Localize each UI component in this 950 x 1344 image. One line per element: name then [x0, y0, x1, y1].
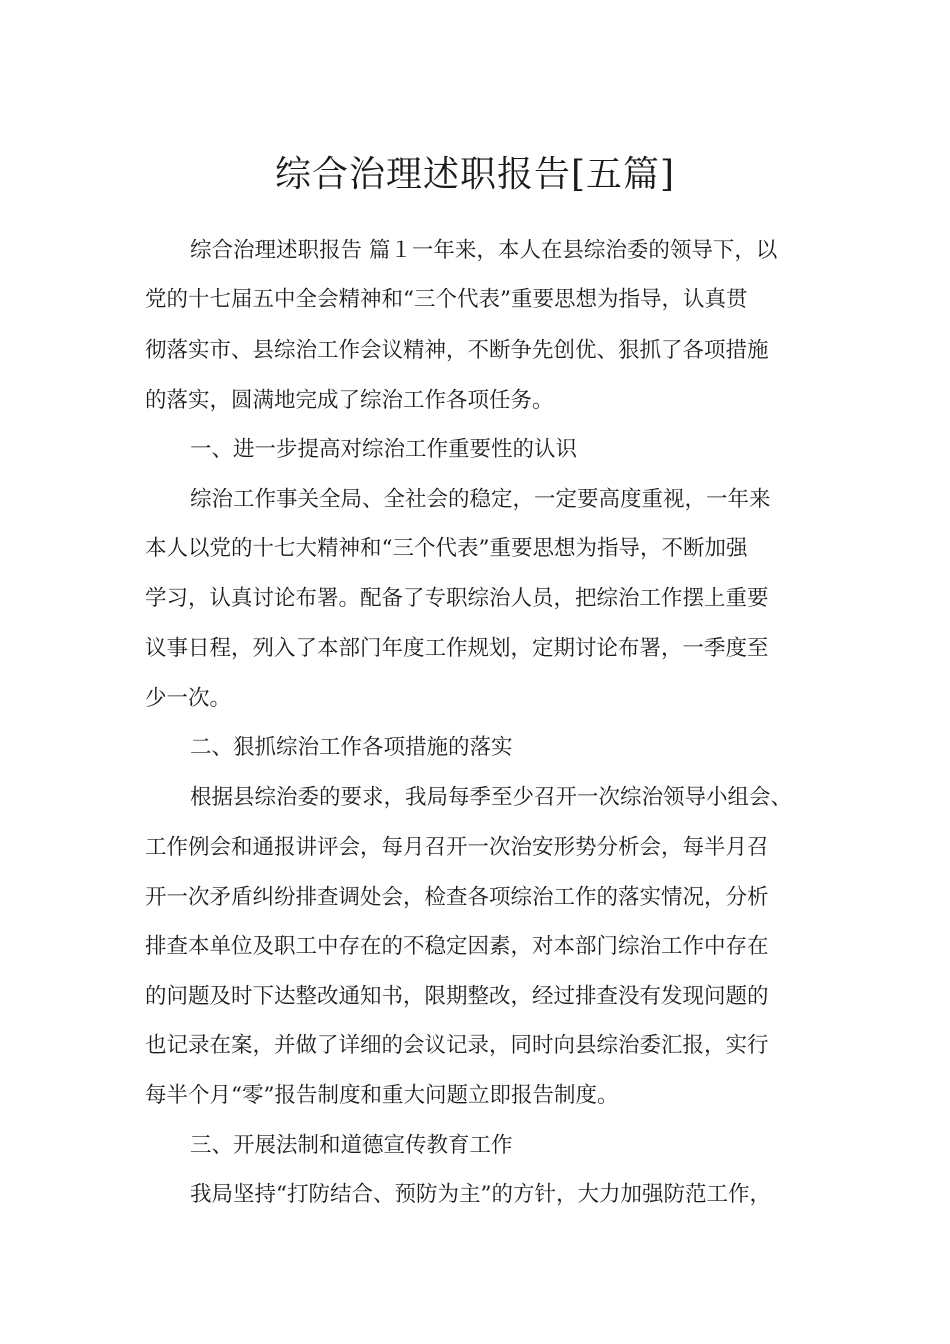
body-line: 党的十七届五中全会精神和“三个代表”重要思想为指导，认真贯 [145, 287, 748, 312]
body-line: 的问题及时下达整改通知书，限期整改，经过排查没有发现问题的 [145, 984, 769, 1009]
body-line: 少一次。 [145, 686, 232, 711]
body-line: 也记录在案，并做了详细的会议记录，同时向县综治委汇报，实行 [145, 1033, 769, 1058]
body-line: 议事日程，列入了本部门年度工作规划，定期讨论布署，一季度至 [145, 636, 769, 661]
section-heading: 一、进一步提高对综治工作重要性的认识 [190, 437, 578, 462]
section-heading: 二、狠抓综治工作各项措施的落实 [190, 735, 513, 760]
document-title: 综合治理述职报告[五篇] [274, 154, 676, 196]
body-line: 彻落实市、县综治工作会议精神，不断争先创优、狠抓了各项措施 [145, 338, 769, 363]
body-line: 工作例会和通报讲评会，每月召开一次治安形势分析会，每半月召 [145, 835, 769, 860]
body-line: 综合治理述职报告 篇１一年来，本人在县综治委的领导下，以 [190, 238, 778, 263]
body-line: 本人以党的十七大精神和“三个代表”重要思想为指导，不断加强 [145, 536, 748, 561]
body-line: 的落实，圆满地完成了综治工作各项任务。 [145, 388, 554, 413]
body-line: 每半个月“零”报告制度和重大问题立即报告制度。 [145, 1083, 619, 1108]
body-line: 我局坚持“打防结合、预防为主”的方针，大力加强防范工作， [190, 1182, 771, 1207]
section-heading: 三、开展法制和道德宣传教育工作 [190, 1133, 513, 1158]
body-line: 综治工作事关全局、全社会的稳定，一定要高度重视，一年来 [190, 487, 771, 512]
body-line: 学习，认真讨论布署。配备了专职综治人员，把综治工作摆上重要 [145, 586, 769, 611]
body-line: 排查本单位及职工中存在的不稳定因素，对本部门综治工作中存在 [145, 934, 769, 959]
body-line: 开一次矛盾纠纷排查调处会，检查各项综治工作的落实情况，分析 [145, 885, 769, 910]
body-line: 根据县综治委的要求，我局每季至少召开一次综治领导小组会、 [190, 785, 793, 810]
